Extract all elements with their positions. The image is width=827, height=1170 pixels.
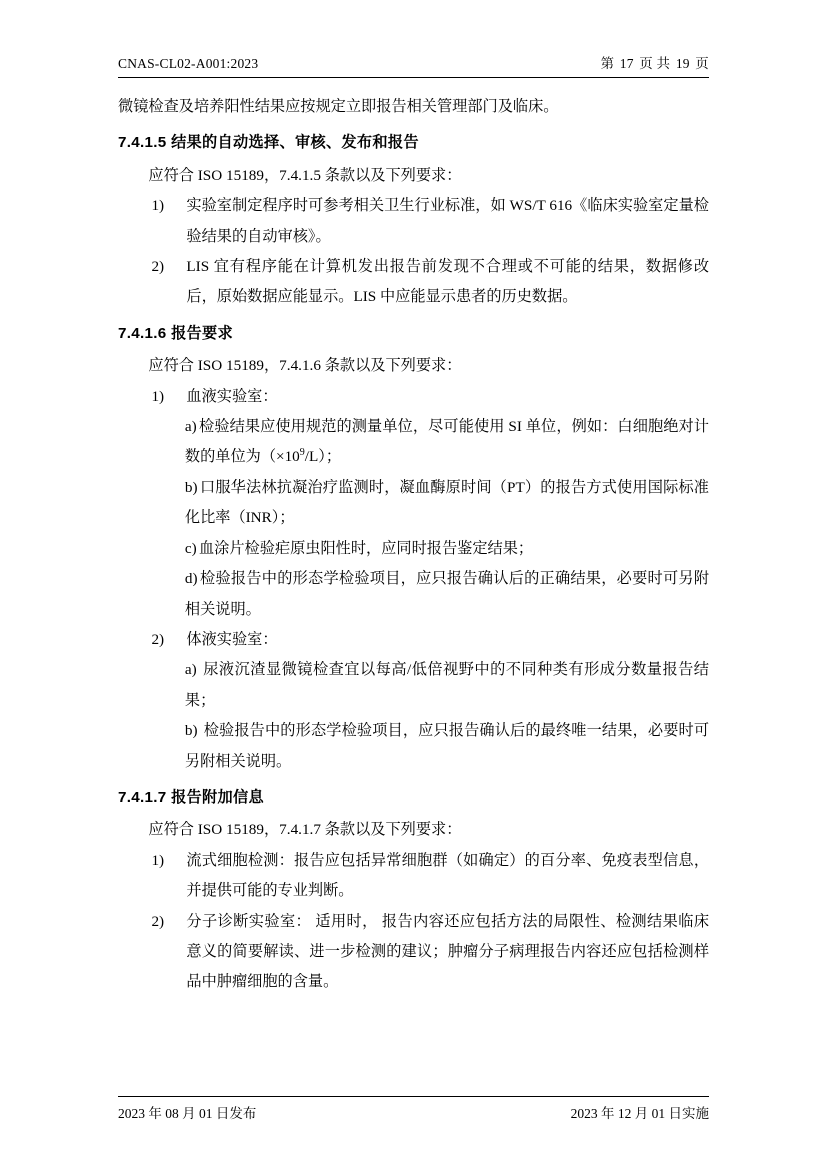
list-marker: 1)	[151, 387, 165, 405]
sub-list-item	[185, 412, 709, 473]
list-item	[151, 191, 709, 252]
list-text: 体液实验室：	[186, 630, 278, 648]
section-7416-lead: 应符合 ISO 15189，7.4.1.6 条款以及下列要求：	[148, 357, 462, 375]
sub-list-text: 口服华法林抗凝治疗监测时，凝血酶原时间（PT）的报告方式使用国际标准化比率（INR）；	[184, 478, 709, 527]
header-page-prefix: 第	[600, 56, 615, 71]
sub-list-superscript: 9	[299, 447, 305, 459]
sub-list-text: 检验报告中的形态学检验项目，应只报告确认后的最终唯一结果，必要时可另附相关说明。	[184, 722, 710, 770]
sub-list-item	[185, 564, 709, 625]
list-item	[151, 846, 709, 907]
sub-list-text: 检验结果应使用规范的测量单位，尽可能使用 SI 单位，例如：白细胞绝对计数的单位为（×10	[184, 418, 709, 466]
sub-list-label: d)	[184, 570, 198, 588]
header-page-indicator	[600, 52, 709, 72]
list-marker: 1)	[151, 851, 165, 869]
list-marker: 2)	[151, 630, 165, 648]
header-page-mid: 页 共	[639, 56, 671, 71]
list-item	[151, 625, 709, 655]
sub-list-item	[185, 534, 709, 564]
header-doc-code: CNAS-CL02-A001:2023	[118, 56, 259, 71]
list-item	[151, 907, 709, 998]
list-item	[151, 252, 709, 313]
page-header	[118, 52, 709, 78]
sub-list-label: a)	[184, 661, 197, 679]
section-7415-lead: 应符合 ISO 15189，7.4.1.5 条款以及下列要求：	[148, 166, 462, 184]
sub-list-label: a)	[184, 418, 197, 436]
list-text: 流式细胞检测：报告应包括异常细胞群（如确定）的百分率、免疫表型信息，并提供可能的专业判断。	[186, 851, 709, 900]
list-marker: 1)	[151, 197, 165, 215]
list-text: 血液实验室：	[186, 387, 278, 405]
list-item	[151, 382, 709, 412]
footer-effective-date: 2023 年 12 月 01 日实施	[570, 1106, 709, 1121]
list-text: 实验室制定程序时可参考相关卫生行业标准，如 WS/T 616《临床实验室定量检验结果的自动审核》。	[186, 197, 709, 245]
page-content	[118, 52, 709, 1100]
page-footer	[118, 1096, 709, 1122]
sub-list-item	[185, 716, 709, 777]
header-page-number: 17	[619, 56, 634, 71]
sub-list-text: 尿液沉渣显微镜检查宜以每高/低倍视野中的不同种类有形成分数量报告结果；	[184, 661, 709, 709]
list-text: LIS 宜有程序能在计算机发出报告前发现不合理或不可能的结果，数据修改后，原始数据应能显示。LIS 中应能显示患者的历史数据。	[186, 258, 709, 306]
footer-issue-date: 2023 年 08 月 01 日发布	[118, 1106, 257, 1121]
section-7417-lead: 应符合 ISO 15189，7.4.1.7 条款以及下列要求：	[148, 821, 462, 839]
sub-list-item	[185, 473, 709, 534]
header-page-total: 19	[675, 56, 690, 71]
lead-paragraph: 微镜检查及培养阳性结果应按规定立即报告相关管理部门及临床。	[118, 98, 559, 115]
sub-list-text-tail: /L）；	[304, 448, 342, 466]
section-heading-7415: 7.4.1.5 结果的自动选择、审核、发布和报告	[118, 134, 419, 152]
sub-list-text: 血涂片检验疟原虫阳性时，应同时报告鉴定结果；	[198, 539, 534, 557]
sub-list-label: b)	[184, 478, 198, 496]
sub-list-label: b)	[184, 722, 198, 740]
section-heading-7416: 7.4.1.6 报告要求	[118, 324, 234, 342]
section-heading-7417: 7.4.1.7 报告附加信息	[118, 788, 264, 806]
sub-list-item	[185, 655, 709, 716]
sub-list-text: 检验报告中的形态学检验项目，应只报告确认后的正确结果，必要时可另附相关说明。	[184, 570, 709, 618]
header-page-suffix: 页	[695, 56, 709, 71]
list-marker: 2)	[151, 258, 165, 276]
sub-list-label: c)	[184, 539, 197, 557]
document-body	[118, 78, 709, 998]
list-text: 分子诊断实验室： 适用时， 报告内容还应包括方法的局限性、检测结果临床意义的简要解读、进一步检测的建议；肿瘤分子病理报告内容还应包括检测样品中肿瘤细胞的含量。	[186, 912, 709, 991]
list-marker: 2)	[151, 912, 165, 930]
